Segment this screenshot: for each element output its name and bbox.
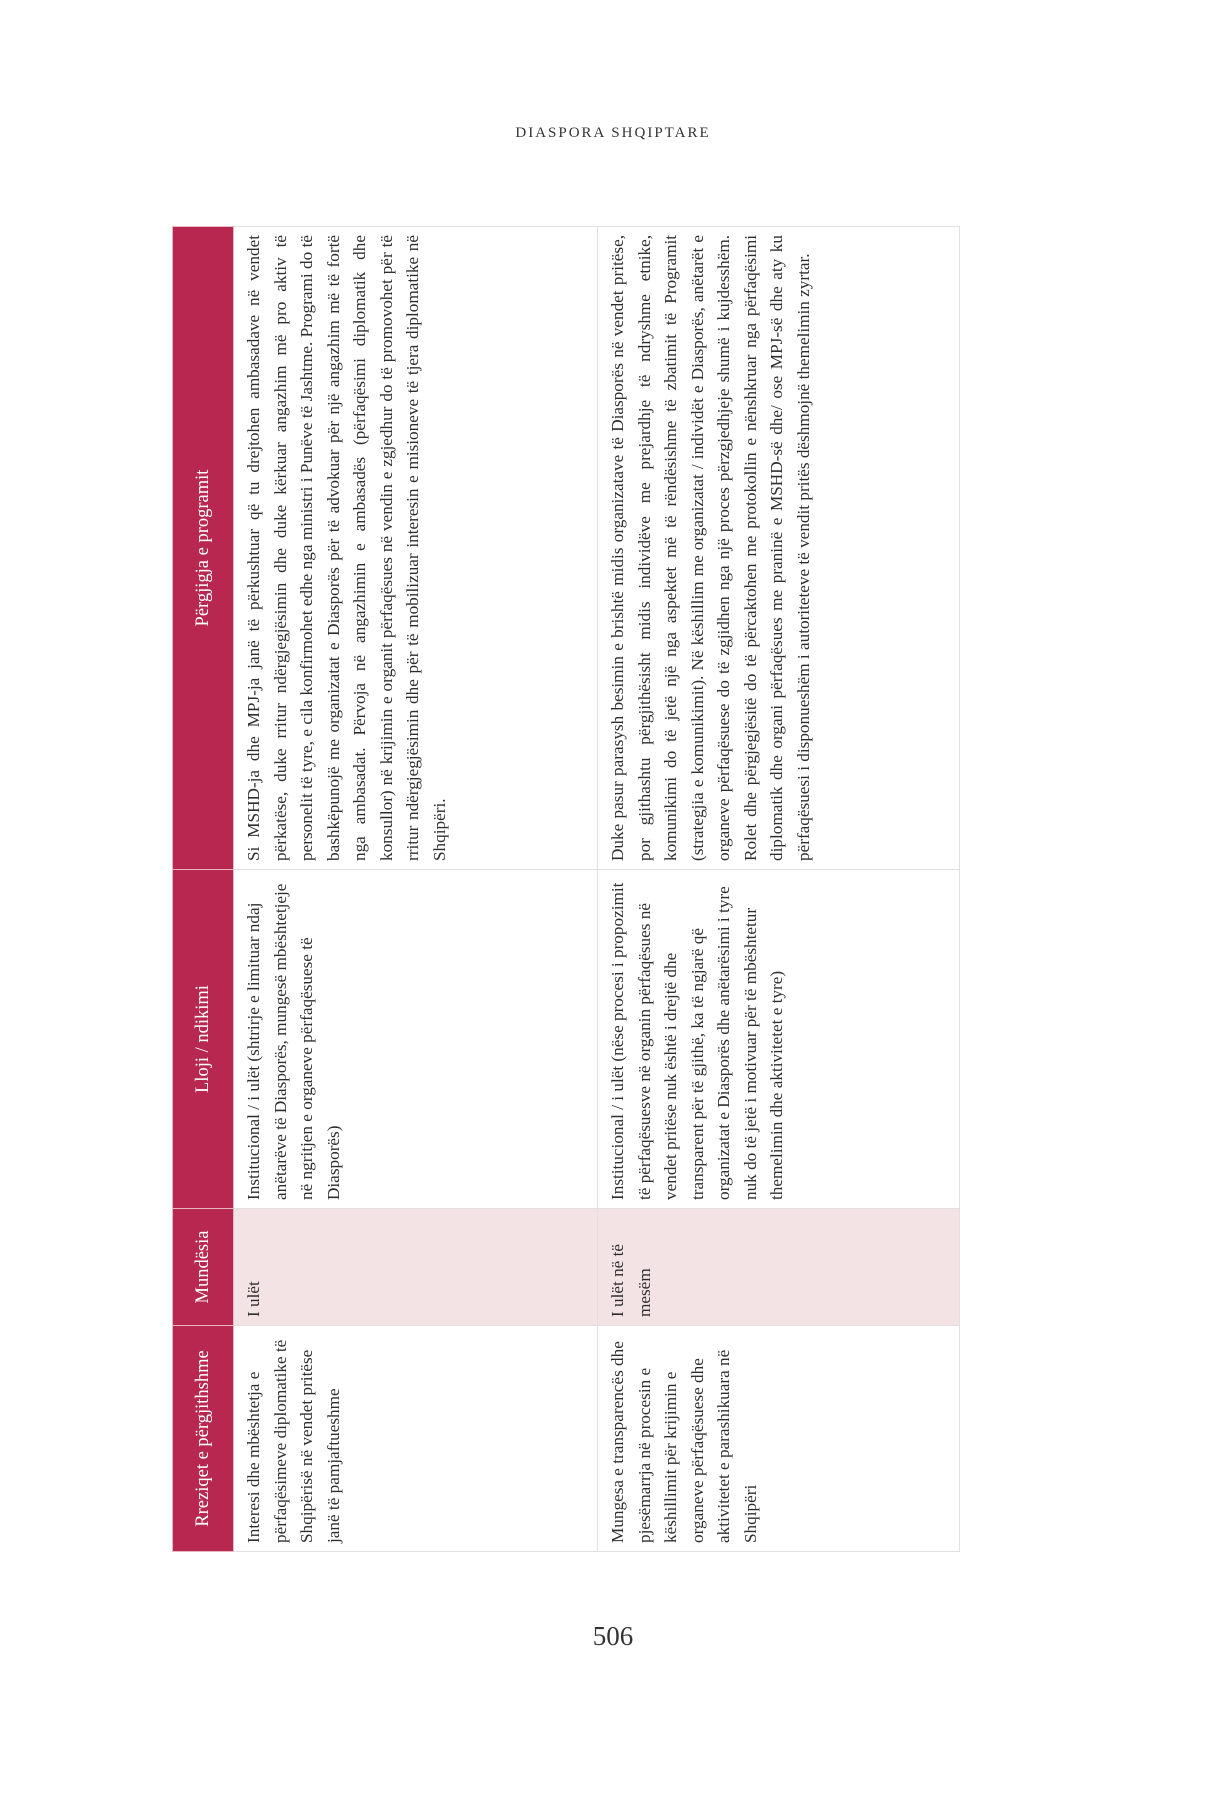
risk-cell: Mungesa e transparencës dhe pjesëmarrja në procesin e këshillimit për krijimin e organeve përfaqësuese dhe aktivitetet e parashikuara në Shqipëri xyxy=(598,1326,960,1552)
probability-cell: I ulët në të mesëm xyxy=(598,1209,960,1326)
probability-cell: I ulët xyxy=(234,1209,598,1326)
risk-cell: Interesi dhe mbështetja e përfaqësimeve diplomatike të Shqipërisë në vendet pritëse janë të pamjaftueshme xyxy=(234,1326,598,1552)
page-number: 506 xyxy=(592,1621,634,1651)
header-impact: Lloji / ndikimi xyxy=(173,870,234,1209)
running-head: DIASPORA SHQIPTARE xyxy=(515,125,711,141)
impact-cell: Institucional / i ulët (nëse procesi i propozimit të përfaqësuesve në organin përfaqësues në vendet pritëse nuk është i drejtë dhe transparent për të gjithë, ka të ngjarë që organizatat e Diasporës dhe anëtarësimi i tyre nuk do të jetë i motivuar për të mbështetur themelimin dhe aktivitetet e tyre) xyxy=(598,870,960,1209)
table-row xyxy=(234,227,598,1552)
response-cell: Duke pasur parasysh besimin e brishtë midis organizatave të Diasporës në vendet pritëse, por gjithashtu përgjithësisht midis individëve me prejardhje të ndryshme etnike, komunikimi do të jetë një nga aspektet më të rëndësishme të zbatimit të Programit (strategjia e komunikimit). Në këshillim me organizatat / individët e Diasporës, anëtarët e organeve përfaqësuese do të zgjidhen nga një proces përzgjedhjeje shumë i kujdesshëm. Rolet dhe përgjegjësitë do të përcaktohen me protokollin e nënshkruar nga përfaqësimi diplomatik dhe organi përfaqësues me praninë e MSHD-së dhe/ ose MPJ-së dhe aty ku përfaqësuesi i disponueshëm i autoriteteve të vendit pritës dëshmojnë themelimin zyrtar. xyxy=(598,227,960,870)
header-response: Përgjigja e programit xyxy=(173,227,234,870)
risk-table-container xyxy=(172,227,958,1552)
response-cell: Si MSHD-ja dhe MPJ-ja janë të përkushtuar që tu drejtohen ambasadave në vendet përkatëse, duke rritur ndërgjegjësimin dhe duke kërkuar angazhim më pro aktiv të personelit të tyre, e cila konfirmohet edhe nga ministri i Punëve të Jashtme. Programi do të bashkëpunojë me organizatat e Diasporës për të advokuar për një angazhim më të fortë nga ambasadat. Përvoja në angazhimin e ambasadës (përfaqësimi diplomatik dhe konsullor) në krijimin e organit përfaqësues në vendin e zgjedhur do të promovohet për të rritur ndërgjegjësimin dhe për të mobilizuar interesin e misioneve të tjera diplomatike në Shqipëri. xyxy=(234,227,598,870)
impact-cell: Institucional / i ulët (shtrirje e limituar ndaj anëtarëve të Diasporës, mungesë mbështetjeje në ngritjen e organeve përfaqësuese të Diasporës) xyxy=(234,870,598,1209)
header-probability: Mundësia xyxy=(173,1209,234,1326)
table-row xyxy=(598,227,960,1552)
header-risks: Rreziqet e përgjithshme xyxy=(173,1326,234,1552)
table-header-row xyxy=(173,227,234,1552)
risk-table xyxy=(172,226,960,1552)
